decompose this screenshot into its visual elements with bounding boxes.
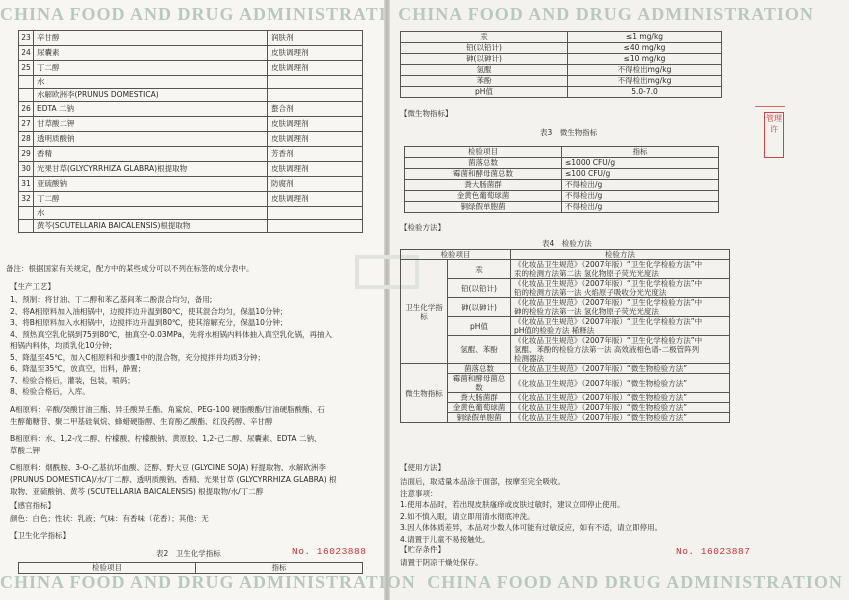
watermark-text: CHINA FOOD AND DRUG ADMINISTRATION [398,4,814,24]
process-step: 相锅内料体，均质乳化10分钟; [10,341,113,350]
micro-row [405,169,719,180]
ingredient-row [19,46,363,61]
serial-number-right: No. 16023887 [676,546,751,557]
usage-line: 2.如不慎入眼，请立即用清水彻底冲洗。 [400,511,535,521]
ingredient-purpose [268,220,363,233]
sensory-text: 颜色：白色；性状：乳液；气味：有香味（花香）；其他：无 [10,514,209,523]
method-text [511,298,730,317]
ingredient-row [19,76,363,89]
ingredient-name: 黄芩(SCUTELLARIA BAICALENSIS)根提取物 [34,220,268,233]
usage-line: 1.使用本品时，若出现皮肤瘙痒或皮肤过敏时，建议立即停止使用。 [400,500,625,509]
method-item: 金黄色葡萄球菌 [448,403,511,413]
c-phase-line: C相原料：烟酰胺、3-O-乙基抗坏血酸、泛醇、野大豆 (GLYCINE SOJA) 籽提取物、水解欧洲李 [10,463,326,472]
hygiene-title: 【卫生化学指标】 [10,531,70,540]
process-title: 【生产工艺】 [10,282,55,291]
hygiene-row [401,65,722,76]
ingredient-row [19,61,363,76]
method-text [511,317,730,336]
method-line: 汞的检测方法第二法 氢化物原子荧光光度法 [514,269,659,278]
c-phase-line: (PRUNUS DOMESTICA)/水/丁二醇、透明质酸钠、香精、光果甘草 (GLYCYRRHIZA GLABRA) 根 [10,475,337,484]
ingredient-no: 31 [19,177,34,192]
ingredient-row [19,147,363,162]
ingredient-name: 透明质酸钠 [34,132,268,147]
method-title: 【检验方法】 [400,223,445,232]
method-row [401,279,730,298]
micro-value: 不得检出/g [562,180,719,191]
micro-row [405,202,719,213]
ingredient-purpose: 皮肤调理剂 [268,132,363,147]
method-line: 《化妆品卫生规范》（2007年版）“微生物检验方法” [514,403,688,412]
ingredient-purpose: 皮肤调理剂 [268,162,363,177]
ingredient-purpose: 皮肤调理剂 [268,46,363,61]
ingredient-purpose: 皮肤调理剂 [268,192,363,207]
ingredient-no: 28 [19,132,34,147]
ingredient-name: EDTA 二钠 [34,102,268,117]
hygiene-value: 5.0-7.0 [568,87,722,98]
usage-line: 3.因人体体质差异，本品对少数人体可能有过敏反应，如有不适，请立即停用。 [400,523,663,532]
ingredient-no: 29 [19,147,34,162]
micro-item: 霉菌和酵母菌总数 [405,169,562,180]
method-line: 《化妆品卫生规范》（2007年版）“微生物检验方法” [514,378,688,388]
method-item: 砷(以砷计) [448,298,511,317]
process-step: 1、预制：将甘油、丁二醇和苯乙基间苯二酚混合均匀，备用; [10,295,213,304]
watermark-text: CHINA FOOD AND DRUG ADMINISTRATI [0,4,387,24]
ingredient-purpose [268,76,363,89]
ingredient-no: 25 [19,61,34,76]
ingredient-row [19,89,363,102]
watermark-top [0,4,814,24]
method-line: 《化妆品卫生规范》（2007年版）“微生物检验方法” [514,393,688,402]
micro-header-value: 指标 [562,147,719,158]
method-table [400,249,730,423]
ingredient-no: 23 [19,31,34,46]
ingredient-name: 尿囊素 [34,46,268,61]
micro-row [405,191,719,202]
ingredient-purpose: 润肤剂 [268,31,363,46]
hygiene-item: 汞 [401,32,568,43]
ingredient-name: 丁二醇 [34,192,268,207]
ingredient-table [18,30,363,233]
hygiene-row [401,43,722,54]
ingredient-row [19,192,363,207]
hygiene-value: 不得检出mg/kg [568,65,722,76]
micro-item: 菌落总数 [405,158,562,169]
method-item: 汞 [448,260,511,279]
micro-item: 铜绿假单胞菌 [405,202,562,213]
ingredient-no: 30 [19,162,34,177]
ingredient-row [19,132,363,147]
process-step: 7、检验合格后，灌装，包装，喷码； [10,375,135,385]
method-text [511,364,730,374]
method-text [511,260,730,279]
ingredient-name: 水解欧洲李(PRUNUS DOMESTICA) [34,89,268,102]
method-text [511,393,730,403]
ingredient-row [19,220,363,233]
method-line: 《化妆品卫生规范》（2007年版）“卫生化学检验方法”中 [514,279,703,288]
method-group: 卫生化学指标 [401,260,448,364]
stamp-line [755,106,785,107]
ingredient-row [19,177,363,192]
ingredient-no: 32 [19,192,34,207]
method-text [511,279,730,298]
ingredient-name: 亚硫酸钠 [34,177,268,192]
method-header-method: 检验方法 [511,250,730,260]
method-text [511,374,730,393]
method-text [511,336,730,364]
ingredient-name: 丁二醇 [34,61,268,76]
ingredient-name: 水 [34,207,268,220]
approval-stamp: 管理许 [764,112,784,158]
method-line: pH值的检验方法 稀释法 [514,326,595,335]
method-row [401,393,730,403]
method-header-item: 检验项目 [401,250,511,260]
micro-table [404,146,719,213]
method-line: 氢醌、苯酚的检验方法第一法 高效液相色谱-二极管阵列 [514,345,700,354]
hygiene-item: 氢醌 [401,65,568,76]
ingredient-no [19,89,34,102]
hygiene-row [401,32,722,43]
header-item: 检验项目 [19,563,196,574]
micro-title: 【微生物指标】 [400,109,453,118]
ingredient-name: 光果甘草(GLYCYRRHIZA GLABRA)根提取物 [34,162,268,177]
hygiene-table [400,31,722,98]
method-line: 《化妆品卫生规范》（2007年版）“卫生化学检验方法”中 [514,298,703,307]
ingredient-no: 27 [19,117,34,132]
header-indicator: 指标 [196,563,363,574]
sensory-title: 【感官指标】 [10,501,55,510]
storage-text: 请置于阴凉干燥处保存。 [400,558,483,567]
usage-line: 洁面后，取适量本品涂于面部，按摩至完全吸收。 [400,477,565,486]
micro-value: ≤100 CFU/g [562,169,719,180]
method-item: 粪大肠菌群 [448,393,511,403]
c-phase-line: 取物、亚硫酸钠、黄芩 (SCUTELLARIA BAICALENSIS) 根提取物/水/丁二醇 [10,487,264,496]
hygiene-item: pH值 [401,87,568,98]
micro-value: 不得检出/g [562,202,719,213]
hygiene-row [401,54,722,65]
process-step: 6、降温至35℃，放真空，出料，静置； [10,364,146,373]
table4-caption: 表4 检验方法 [542,239,592,248]
ingredient-purpose: 螯合剂 [268,102,363,117]
process-step: 2、将A相原料加入油相锅中，边搅拌边升温到80℃，使其混合均匀，保温10分钟； [10,306,288,316]
b-phase-line: 草酸二钾 [10,446,40,455]
hygiene-item: 铅(以铅计) [401,43,568,54]
method-line: 《化妆品卫生规范》（2007年版）“卫生化学检验方法”中 [514,317,703,326]
ingredient-name: 辛甘醇 [34,31,268,46]
method-row [401,317,730,336]
usage-line: 4.请置于儿童不易接触处。 [400,534,490,544]
hygiene-value: 不得检出mg/kg [568,76,722,87]
method-item: 氢醌、苯酚 [448,336,511,364]
hygiene-value: ≤1 mg/kg [568,32,722,43]
process-step: 5、降温至45℃，加入C相原料和步骤1中的混合物，充分搅拌并均质3分钟； [10,352,266,362]
serial-number-left: No. 16023888 [292,546,367,557]
hygiene-value: ≤10 mg/kg [568,54,722,65]
ingredient-no [19,207,34,220]
micro-row [405,180,719,191]
ingredient-row [19,162,363,177]
ingredient-purpose [268,89,363,102]
ingredient-name: 水 [34,76,268,89]
watermark-text: CHINA FOOD AND DRUG ADMINISTRATION [0,572,416,592]
method-row [401,336,730,364]
ingredient-no: 26 [19,102,34,117]
watermark-bottom [0,572,843,592]
micro-row [405,158,719,169]
method-line: 《化妆品卫生规范》（2007年版）“卫生化学检验方法”中 [514,260,703,269]
usage-line: 注意事项： [400,488,438,498]
micro-header-item: 检验项目 [405,147,562,158]
hygiene-row [401,87,722,98]
ingredient-purpose: 皮肤调理剂 [268,117,363,132]
method-item: 铅(以铅计) [448,279,511,298]
method-row [401,260,730,279]
ingredient-row [19,102,363,117]
ingredient-name: 甘草酸二钾 [34,117,268,132]
method-line: 《化妆品卫生规范》（2007年版）“微生物检验方法” [514,364,688,373]
method-group: 微生物指标 [401,364,448,423]
ingredient-purpose [268,207,363,220]
a-phase-line: 生醇葡糖苷、聚二甲基硅氧烷、蜂蜡硬脂醇、生育酚乙酸酯、红没药醇、辛甘醇 [10,417,273,426]
method-text [511,413,730,423]
micro-value: ≤1000 CFU/g [562,158,719,169]
ingredient-name: 香精 [34,147,268,162]
ingredient-no [19,76,34,89]
method-line: 铅的检测方法第一法 火焰原子吸收分光光度法 [514,288,667,297]
hygiene-item: 苯酚 [401,76,568,87]
hygiene-value: ≤40 mg/kg [568,43,722,54]
ingredient-row [19,117,363,132]
ingredient-note: 备注：根据国家有关规定，配方中的某些成分可以不列在标签的成分表中。 [6,264,254,273]
process-step: 3、将B相原料加入水相锅中，边搅拌边升温到80℃，使其溶解充分，保温10分钟； [10,318,288,327]
method-row [401,364,730,374]
method-row [401,403,730,413]
a-phase-line: A相原料：辛酸/癸酸甘油三酯、异壬酸异壬酯、角鲨烷、PEG-100 硬脂酸酯/甘油硬脂酸酯、石 [10,405,325,414]
method-item: 铜绿假单胞菌 [448,413,511,423]
ingredient-no [19,220,34,233]
ingredient-purpose: 皮肤调理剂 [268,61,363,76]
ingredient-no: 24 [19,46,34,61]
micro-value: 不得检出/g [562,191,719,202]
storage-title: 【贮存条件】 [400,545,445,554]
micro-item: 金黄色葡萄球菌 [405,191,562,202]
method-row [401,413,730,423]
usage-title: 【使用方法】 [400,463,445,472]
method-line: 《化妆品卫生规范》（2007年版）“微生物检验方法” [514,413,688,422]
micro-item: 粪大肠菌群 [405,180,562,191]
method-line: 检测器法 [514,354,544,363]
ingredient-row [19,31,363,46]
b-phase-line: B相原料：水、1,2-戊二醇、柠檬酸、柠檬酸钠、黄原胶、1,2-己二醇、尿囊素、EDTA 二钠、 [10,434,322,443]
ingredient-purpose: 防腐剂 [268,177,363,192]
method-row [401,298,730,317]
method-line: 砷的检验方法第一法 氢化物原子荧光光度法 [514,307,659,316]
ingredient-row [19,207,363,220]
method-line: 《化妆品卫生规范》（2007年版）“卫生化学检验方法”中 [514,336,703,345]
watermark-text: CHINA FOOD AND DRUG ADMINISTRATION [427,572,843,592]
method-text [511,403,730,413]
method-item: pH值 [448,317,511,336]
hygiene-row [401,76,722,87]
ingredient-purpose: 芳香剂 [268,147,363,162]
hygiene-item: 砷(以砷计) [401,54,568,65]
method-row [401,374,730,393]
method-item: 菌落总数 [448,364,511,374]
process-step: 8、检验合格后，入库。 [10,387,90,396]
table2-caption: 表2 卫生化学指标 [156,549,221,558]
method-item: 霉菌和酵母菌总数 [448,374,511,393]
table3-caption: 表3 微生物指标 [540,128,598,137]
process-step: 4、预热真空乳化锅到75到80℃，抽真空-0.03MPa，先将水相锅内料体抽入真空乳化锅，再抽入 [10,329,332,339]
